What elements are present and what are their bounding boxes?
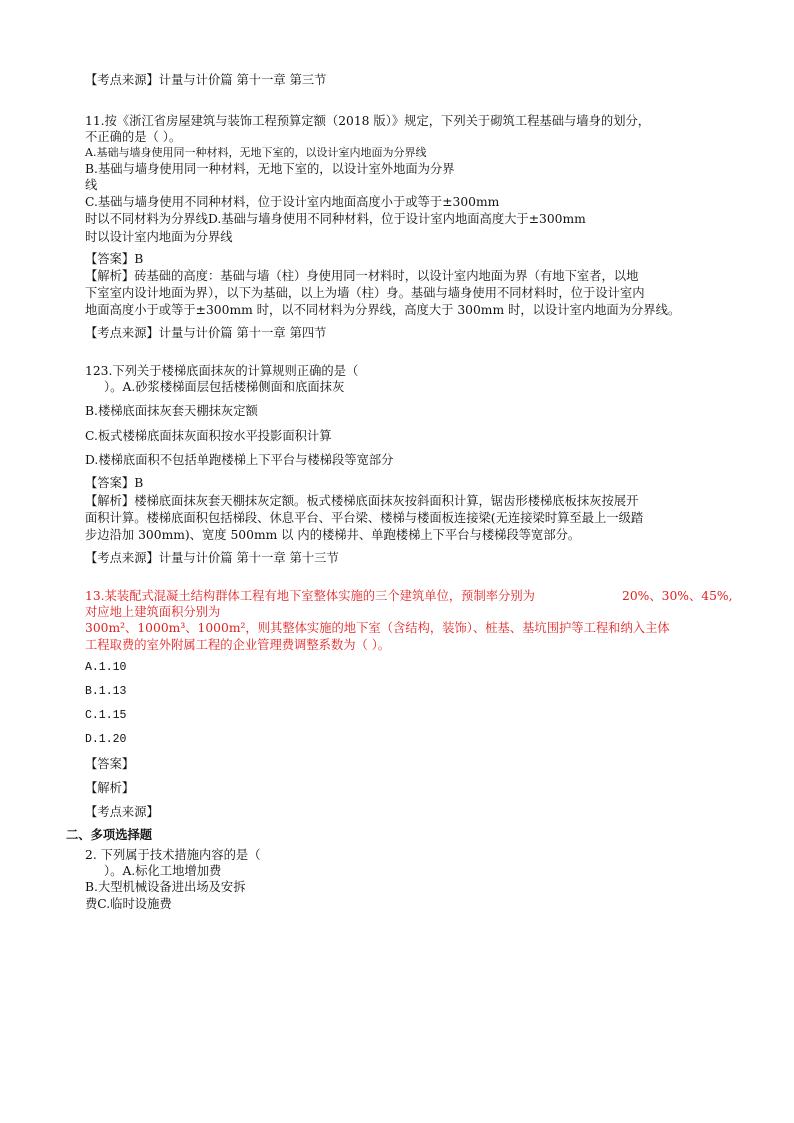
q123-analysis-line3: 步边沿加 300mm)、宽度 500mm 以 内的楼梯井、单跑楼梯上下平台与楼梯段等宽部分。 xyxy=(85,528,581,542)
q13-stem-line2: 对应地上建筑面积分别为 xyxy=(85,605,221,619)
q123-analysis-line2: 面积计算。楼梯底面积包括梯段、休息平台、平台梁、楼梯与楼面板连接梁(无连接梁时算至最上一级踏 xyxy=(85,511,644,525)
q123-stem-line2: ）。A.砂浆楼梯面层包括楼梯侧面和底面抹灰 xyxy=(104,380,345,394)
q13-analysis: 【解析】 xyxy=(85,781,135,795)
q11-source-note: 【考点来源】计量与计价篇 第十一章 第四节 xyxy=(85,326,327,340)
q123-source-note: 【考点来源】计量与计价篇 第十一章 第十三节 xyxy=(85,551,339,565)
q11-option-c-line3: 时以设计室内地面为分界线 xyxy=(85,230,233,244)
q11-analysis-line1: 【解析】砖基础的高度：基础与墙（柱）身使用同一材料时，以设计室内地面为界（有地下室者，以地 xyxy=(85,269,639,283)
q123-answer: 【答案】B xyxy=(85,476,144,490)
q13-stem-line1-rates: 20%、30%、45%, xyxy=(622,589,733,603)
q2-option-c: 费C.临时设施费 xyxy=(85,897,172,911)
q11-option-a: A.基础与墙身使用同一种材料，无地下室的，以设计室内地面为分界线 xyxy=(85,146,427,159)
q11-stem-line1: 11.按《浙江省房屋建筑与装饰工程预算定额（2018 版）》规定，下列关于砌筑工程基础与墙身的划分， xyxy=(85,114,651,128)
q13-option-d: D.1.20 xyxy=(85,733,127,746)
q2-option-b: B.大型机械设备进出场及安拆 xyxy=(85,880,246,894)
q13-option-a: A.1.10 xyxy=(85,661,127,674)
q11-stem-line2: 不正确的是（ ）。 xyxy=(85,130,182,144)
q13-stem-line4: 工程取费的室外附属工程的企业管理费调整系数为（ ）。 xyxy=(85,638,391,652)
q123-option-c: C.板式楼梯底面抹灰面积按水平投影面积计算 xyxy=(85,429,332,443)
source-note: 【考点来源】计量与计价篇 第十一章 第三节 xyxy=(85,73,327,87)
q2-stem-line1: 2. 下列属于技术措施内容的是（ xyxy=(85,848,261,862)
q11-analysis-line2: 下室室内设计地面为界），以下为基础，以上为墙（柱）身。基础与墙身使用不同材料时，位于设计室内 xyxy=(85,286,645,300)
q13-stem-line3: 300m²、1000m³、1000m²，则其整体实施的地下室（含结构，装饰）、桩基、基坑围护等工程和纳入主体 xyxy=(85,621,670,635)
q13-option-b: B.1.13 xyxy=(85,685,127,698)
q11-option-c-line2: 时以不同材料为分界线D.基础与墙身使用不同种材料，位于设计室内地面高度大于±300mm xyxy=(85,212,586,226)
q11-answer: 【答案】B xyxy=(85,252,144,266)
section-heading: 二、多项选择题 xyxy=(66,827,153,842)
q13-source-note: 【考点来源】 xyxy=(85,805,159,819)
q123-analysis-line1: 【解析】楼梯底面抹灰套天棚抹灰定额。板式楼梯底面抹灰按斜面积计算，锯齿形楼梯底板抹灰按展开 xyxy=(85,494,639,508)
q13-stem-line1: 13.某装配式混凝土结构群体工程有地下室整体实施的三个建筑单位，预制率分别为 xyxy=(85,589,535,603)
q11-option-c-line1: C.基础与墙身使用不同种材料，位于设计室内地面高度小于或等于±300mm xyxy=(85,195,500,209)
q11-option-b-line1: B.基础与墙身使用同一种材料，无地下室的，以设计室外地面为分界 xyxy=(85,162,455,176)
q123-option-d: D.楼梯底面积不包括单跑楼梯上下平台与楼梯段等宽部分 xyxy=(85,453,394,467)
q11-analysis-line3: 地面高度小于或等于±300mm 时，以不同材料为分界线，高度大于 300mm 时，以设计室内地面为分界线。 xyxy=(85,303,681,317)
q2-stem-line2: ）。A.标化工地增加费 xyxy=(104,864,222,878)
q13-option-c: C.1.15 xyxy=(85,709,127,722)
q123-option-b: B.楼梯底面抹灰套天棚抹灰定额 xyxy=(85,404,258,418)
q11-option-b-line2: 线 xyxy=(85,178,98,192)
q123-stem-line1: 123.下列关于楼梯底面抹灰的计算规则正确的是（ xyxy=(85,364,359,378)
q13-answer: 【答案】 xyxy=(85,757,135,771)
